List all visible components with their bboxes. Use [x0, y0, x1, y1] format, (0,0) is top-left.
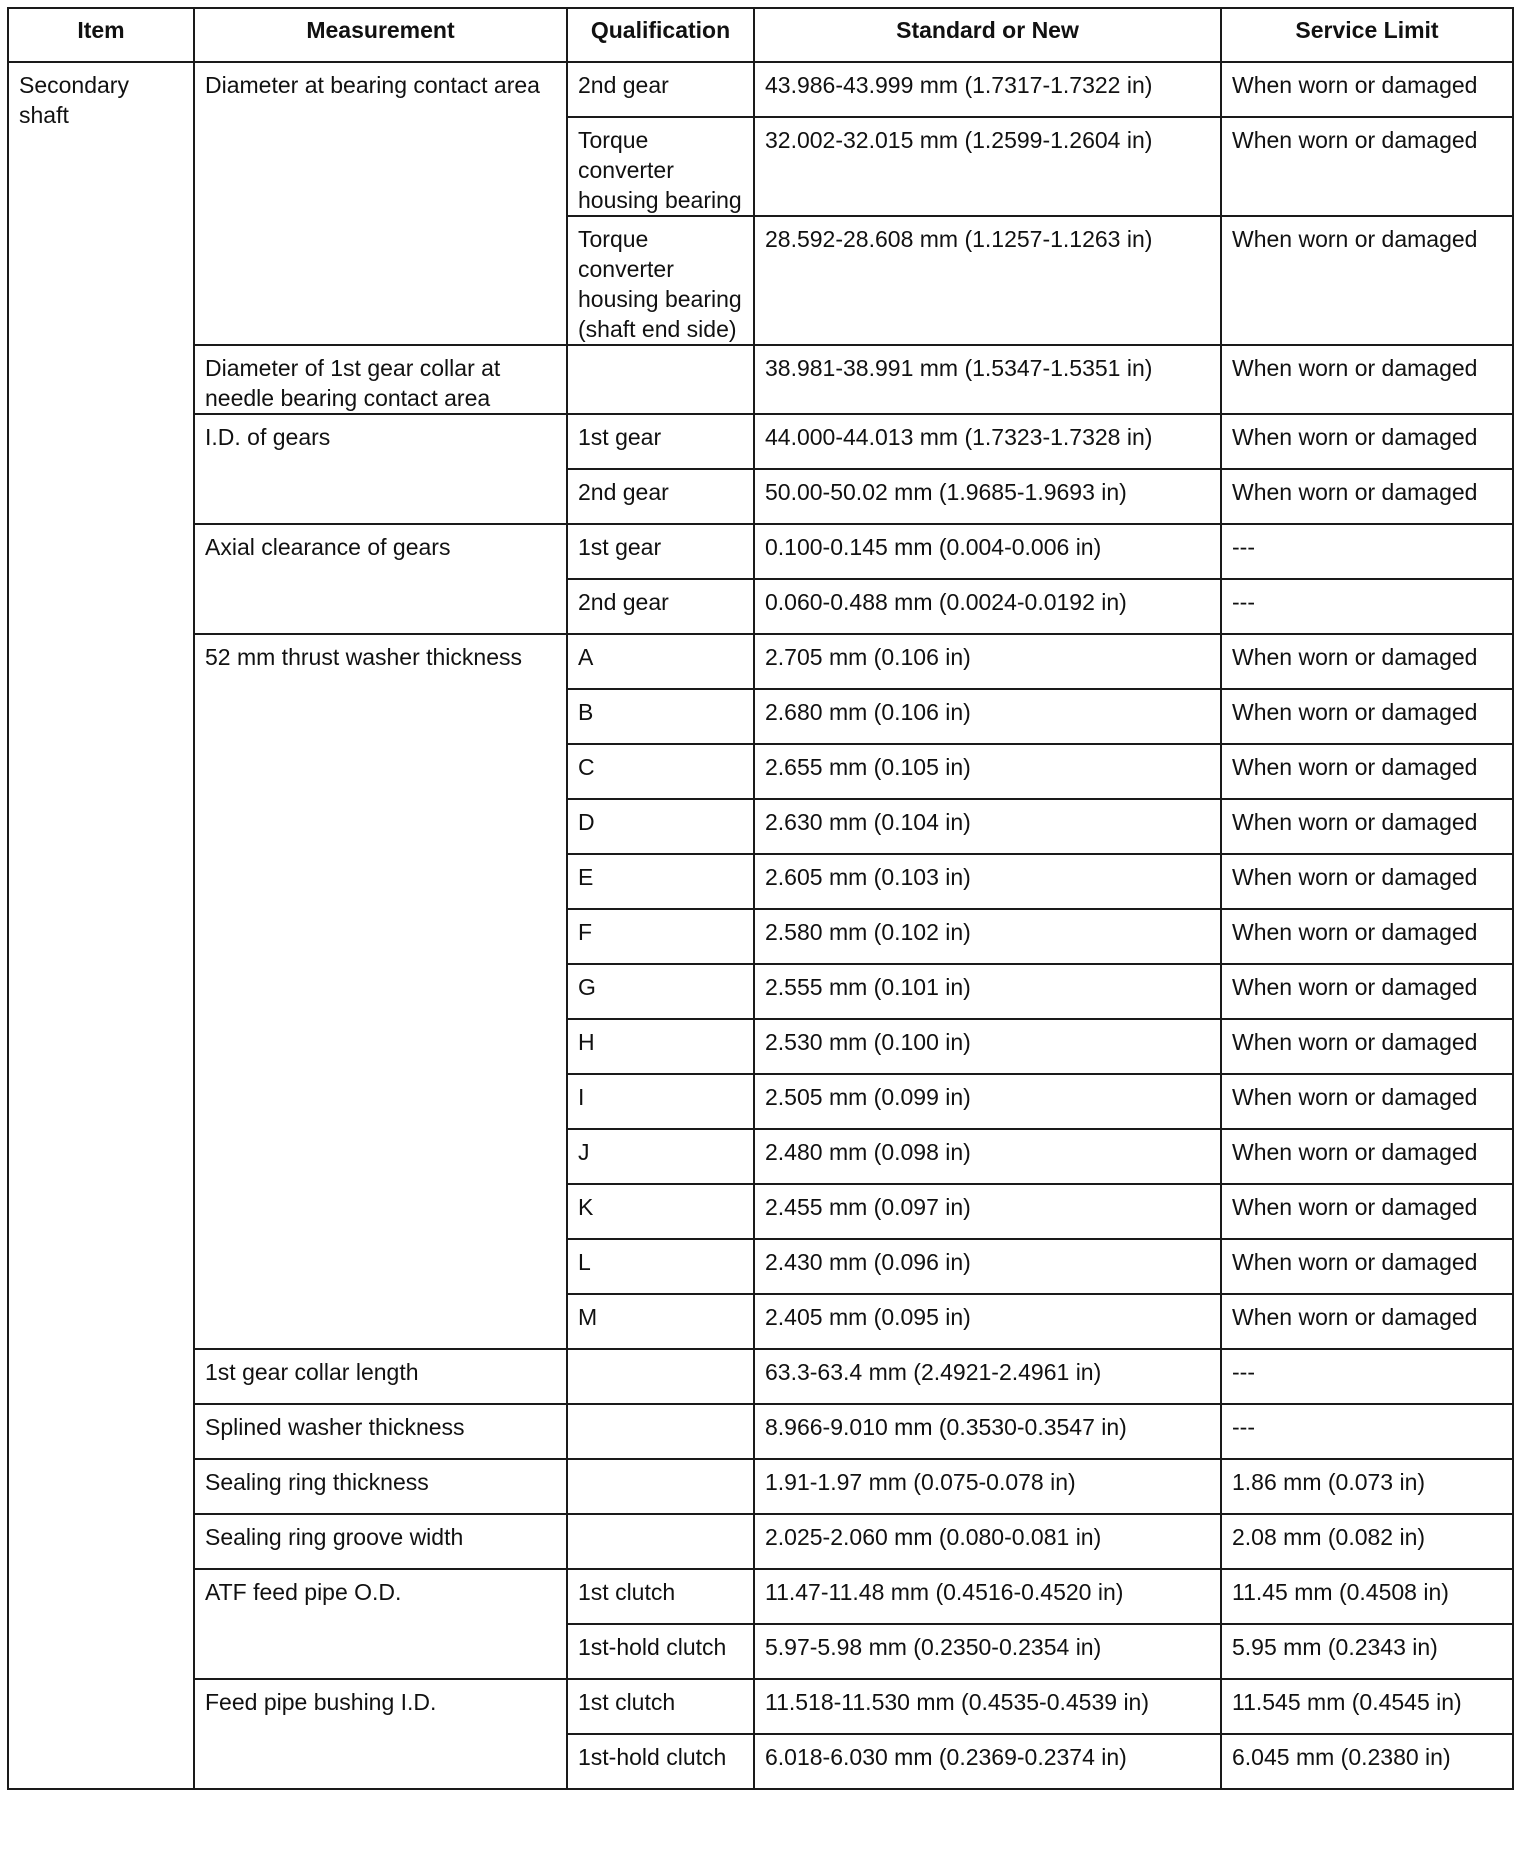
qualification-cell: [567, 345, 754, 414]
service-limit-cell: 2.08 mm (0.082 in): [1221, 1514, 1513, 1569]
service-limit-cell: When worn or damaged: [1221, 634, 1513, 689]
standard-cell: 28.592-28.608 mm (1.1257-1.1263 in): [754, 216, 1221, 345]
table-row: [8, 1679, 1513, 1734]
service-limit-cell: When worn or damaged: [1221, 1129, 1513, 1184]
service-limit-cell: ---: [1221, 1349, 1513, 1404]
table-row: [8, 62, 1513, 117]
header-measurement: Measurement: [194, 8, 567, 62]
table-row: [8, 524, 1513, 579]
standard-cell: 2.580 mm (0.102 in): [754, 909, 1221, 964]
standard-cell: 43.986-43.999 mm (1.7317-1.7322 in): [754, 62, 1221, 117]
qualification-cell: [567, 1514, 754, 1569]
measurement-cell: 52 mm thrust washer thickness: [194, 634, 567, 1349]
table-row: [8, 1349, 1513, 1404]
standard-cell: 2.530 mm (0.100 in): [754, 1019, 1221, 1074]
standard-cell: 1.91-1.97 mm (0.075-0.078 in): [754, 1459, 1221, 1514]
standard-cell: 32.002-32.015 mm (1.2599-1.2604 in): [754, 117, 1221, 216]
table-row: [8, 634, 1513, 689]
standard-cell: 2.505 mm (0.099 in): [754, 1074, 1221, 1129]
service-limit-cell: 5.95 mm (0.2343 in): [1221, 1624, 1513, 1679]
standard-cell: 63.3-63.4 mm (2.4921-2.4961 in): [754, 1349, 1221, 1404]
measurement-cell: Axial clearance of gears: [194, 524, 567, 634]
measurement-cell: Diameter at bearing contact area: [194, 62, 567, 345]
service-limit-cell: When worn or damaged: [1221, 1294, 1513, 1349]
standard-cell: 50.00-50.02 mm (1.9685-1.9693 in): [754, 469, 1221, 524]
header-standard: Standard or New: [754, 8, 1221, 62]
service-limit-cell: 1.86 mm (0.073 in): [1221, 1459, 1513, 1514]
standard-cell: 6.018-6.030 mm (0.2369-0.2374 in): [754, 1734, 1221, 1789]
measurement-cell: Splined washer thickness: [194, 1404, 567, 1459]
table-row: [8, 1459, 1513, 1514]
service-limit-cell: When worn or damaged: [1221, 414, 1513, 469]
spec-sheet: [7, 7, 1512, 1790]
table-row: [8, 1514, 1513, 1569]
service-limit-cell: ---: [1221, 524, 1513, 579]
measurement-cell: Sealing ring groove width: [194, 1514, 567, 1569]
qualification-cell: 1st clutch: [567, 1679, 754, 1734]
qualification-cell: 1st-hold clutch: [567, 1624, 754, 1679]
service-limit-cell: When worn or damaged: [1221, 909, 1513, 964]
standard-cell: 2.455 mm (0.097 in): [754, 1184, 1221, 1239]
service-limit-cell: 11.45 mm (0.4508 in): [1221, 1569, 1513, 1624]
table-row: [8, 1569, 1513, 1624]
standard-cell: 0.100-0.145 mm (0.004-0.006 in): [754, 524, 1221, 579]
qualification-cell: F: [567, 909, 754, 964]
service-limit-cell: When worn or damaged: [1221, 689, 1513, 744]
standard-cell: 11.47-11.48 mm (0.4516-0.4520 in): [754, 1569, 1221, 1624]
header-item: Item: [8, 8, 194, 62]
qualification-cell: L: [567, 1239, 754, 1294]
qualification-cell: [567, 1349, 754, 1404]
qualification-cell: 1st gear: [567, 414, 754, 469]
qualification-cell: D: [567, 799, 754, 854]
qualification-cell: K: [567, 1184, 754, 1239]
service-limit-cell: When worn or damaged: [1221, 469, 1513, 524]
service-limit-cell: When worn or damaged: [1221, 1074, 1513, 1129]
qualification-cell: M: [567, 1294, 754, 1349]
item-cell: Secondary shaft: [8, 62, 194, 1789]
measurement-cell: ATF feed pipe O.D.: [194, 1569, 567, 1679]
service-limit-cell: When worn or damaged: [1221, 1239, 1513, 1294]
qualification-cell: 2nd gear: [567, 579, 754, 634]
measurement-cell: Sealing ring thickness: [194, 1459, 567, 1514]
service-limit-cell: When worn or damaged: [1221, 216, 1513, 345]
qualification-cell: Torque converter housing bearing: [567, 117, 754, 216]
standard-cell: 44.000-44.013 mm (1.7323-1.7328 in): [754, 414, 1221, 469]
service-limit-cell: When worn or damaged: [1221, 964, 1513, 1019]
measurement-cell: I.D. of gears: [194, 414, 567, 524]
measurement-cell: Feed pipe bushing I.D.: [194, 1679, 567, 1789]
header-service-limit: Service Limit: [1221, 8, 1513, 62]
service-limit-cell: When worn or damaged: [1221, 117, 1513, 216]
qualification-cell: [567, 1404, 754, 1459]
standard-cell: 2.025-2.060 mm (0.080-0.081 in): [754, 1514, 1221, 1569]
qualification-cell: Torque converter housing bearing (shaft end side): [567, 216, 754, 345]
qualification-cell: 2nd gear: [567, 469, 754, 524]
standard-cell: 5.97-5.98 mm (0.2350-0.2354 in): [754, 1624, 1221, 1679]
header-row: [8, 8, 1513, 62]
standard-cell: 2.605 mm (0.103 in): [754, 854, 1221, 909]
qualification-cell: 1st gear: [567, 524, 754, 579]
qualification-cell: C: [567, 744, 754, 799]
service-limit-cell: When worn or damaged: [1221, 62, 1513, 117]
qualification-cell: [567, 1459, 754, 1514]
standard-cell: 2.705 mm (0.106 in): [754, 634, 1221, 689]
table-row: [8, 1404, 1513, 1459]
qualification-cell: A: [567, 634, 754, 689]
table-row: [8, 414, 1513, 469]
qualification-cell: H: [567, 1019, 754, 1074]
service-limit-cell: 11.545 mm (0.4545 in): [1221, 1679, 1513, 1734]
service-limit-cell: When worn or damaged: [1221, 799, 1513, 854]
table-row: [8, 345, 1513, 414]
standard-cell: 8.966-9.010 mm (0.3530-0.3547 in): [754, 1404, 1221, 1459]
qualification-cell: 1st-hold clutch: [567, 1734, 754, 1789]
standard-cell: 2.405 mm (0.095 in): [754, 1294, 1221, 1349]
measurement-cell: Diameter of 1st gear collar at needle bearing contact area: [194, 345, 567, 414]
standard-cell: 2.655 mm (0.105 in): [754, 744, 1221, 799]
standard-cell: 2.555 mm (0.101 in): [754, 964, 1221, 1019]
service-limit-cell: When worn or damaged: [1221, 345, 1513, 414]
standard-cell: 0.060-0.488 mm (0.0024-0.0192 in): [754, 579, 1221, 634]
service-limit-cell: When worn or damaged: [1221, 1019, 1513, 1074]
standard-cell: 2.430 mm (0.096 in): [754, 1239, 1221, 1294]
standard-cell: 2.630 mm (0.104 in): [754, 799, 1221, 854]
measurement-cell: 1st gear collar length: [194, 1349, 567, 1404]
service-limit-cell: ---: [1221, 579, 1513, 634]
service-limit-cell: 6.045 mm (0.2380 in): [1221, 1734, 1513, 1789]
standard-cell: 2.680 mm (0.106 in): [754, 689, 1221, 744]
standard-cell: 2.480 mm (0.098 in): [754, 1129, 1221, 1184]
qualification-cell: E: [567, 854, 754, 909]
qualification-cell: G: [567, 964, 754, 1019]
standard-cell: 11.518-11.530 mm (0.4535-0.4539 in): [754, 1679, 1221, 1734]
qualification-cell: B: [567, 689, 754, 744]
specification-table: [7, 7, 1514, 1790]
table-body: [8, 62, 1513, 1789]
standard-cell: 38.981-38.991 mm (1.5347-1.5351 in): [754, 345, 1221, 414]
qualification-cell: I: [567, 1074, 754, 1129]
header-qualification: Qualification: [567, 8, 754, 62]
service-limit-cell: When worn or damaged: [1221, 854, 1513, 909]
qualification-cell: 2nd gear: [567, 62, 754, 117]
qualification-cell: 1st clutch: [567, 1569, 754, 1624]
service-limit-cell: ---: [1221, 1404, 1513, 1459]
service-limit-cell: When worn or damaged: [1221, 1184, 1513, 1239]
qualification-cell: J: [567, 1129, 754, 1184]
service-limit-cell: When worn or damaged: [1221, 744, 1513, 799]
